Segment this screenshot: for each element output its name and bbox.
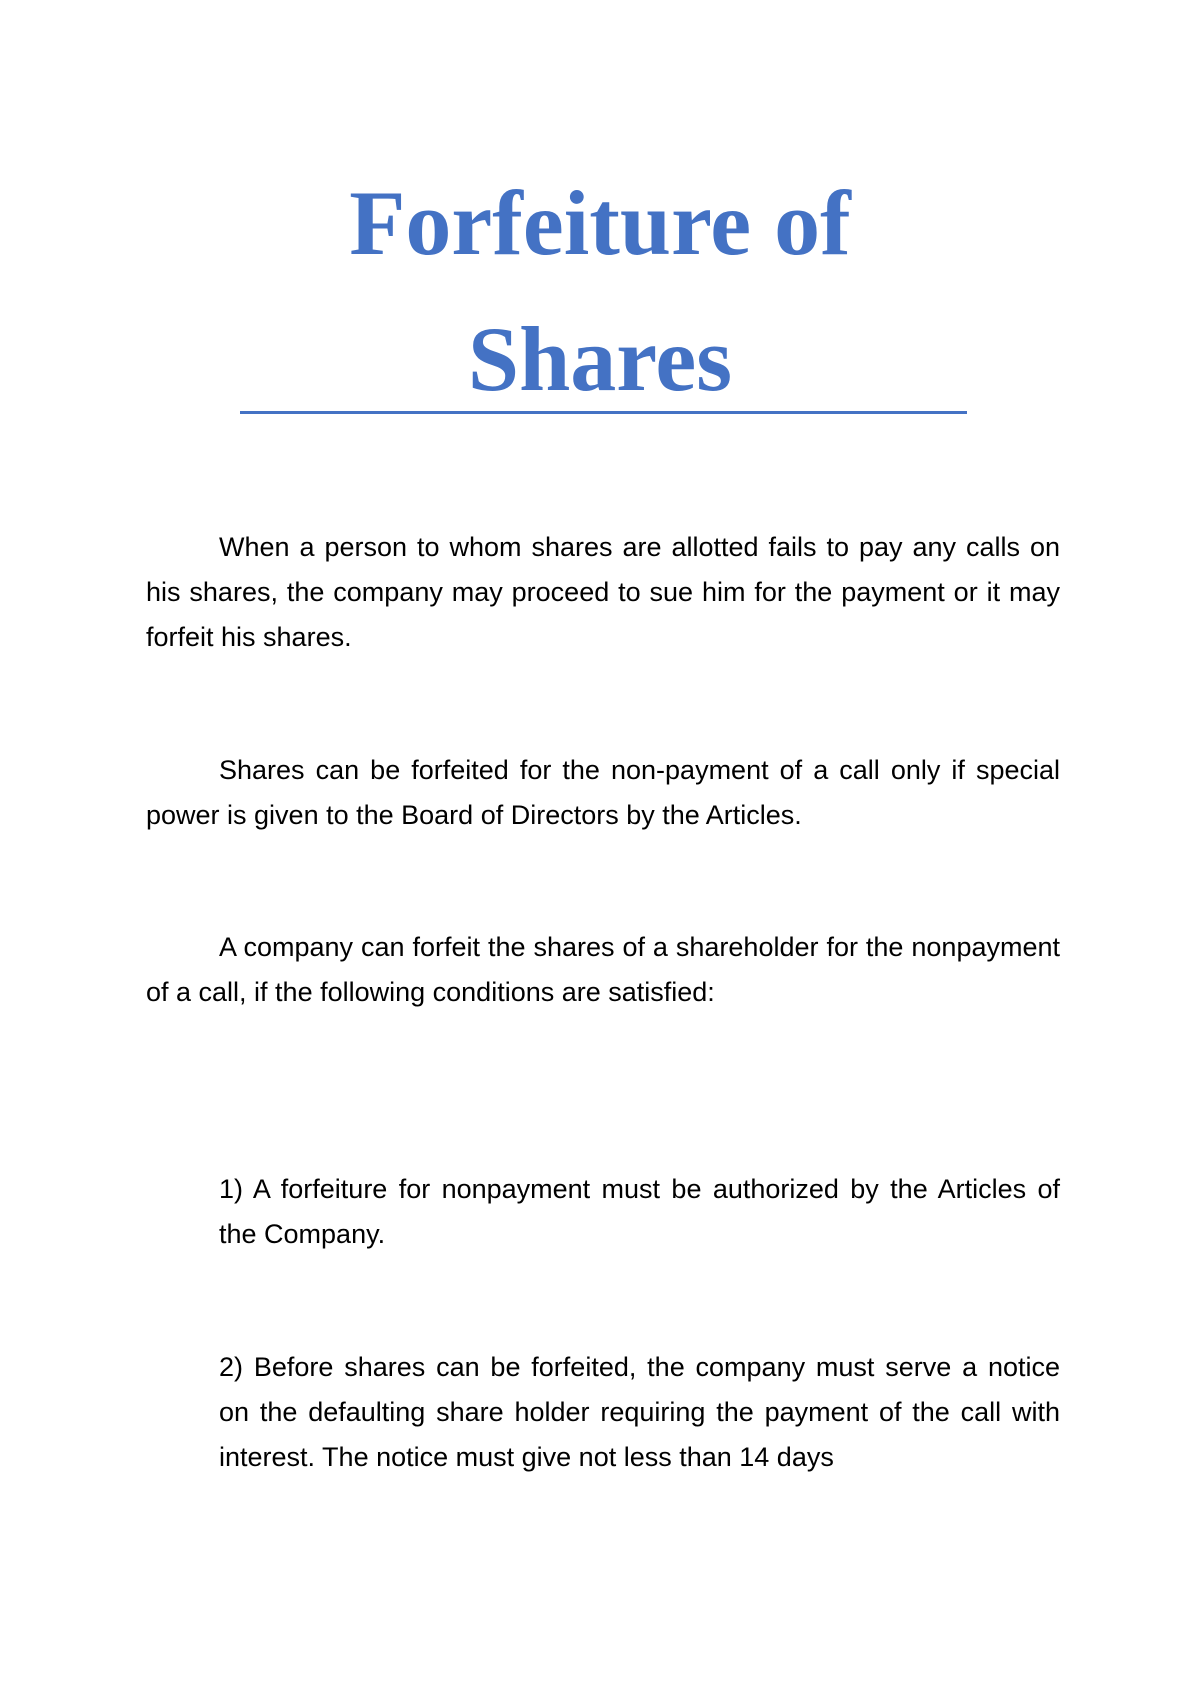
paragraph-intro: When a person to whom shares are allotted fails to pay any calls on his shares, the company may proceed to sue him for the payment or it may forfeit his shares. (146, 532, 1060, 652)
title-line-2: Shares (467, 308, 733, 410)
paragraph-conditions-intro: A company can forfeit the shares of a shareholder for the nonpayment of a call, if the following conditions are satisfied: (146, 932, 1060, 1007)
paragraph-special-power: Shares can be forfeited for the non-payment of a call only if special power is given to the Board of Directors by the Articles. (146, 755, 1060, 830)
title-line-1: Forfeiture of (349, 172, 851, 274)
condition-item: 1) A forfeiture for nonpayment must be authorized by the Articles of the Company. (219, 1174, 1060, 1249)
condition-item: 2) Before shares can be forfeited, the company must serve a notice on the defaulting share holder requiring the payment of the call with interest. The notice must give not less than 14 days (219, 1352, 1060, 1472)
title-underline-divider (240, 411, 967, 414)
